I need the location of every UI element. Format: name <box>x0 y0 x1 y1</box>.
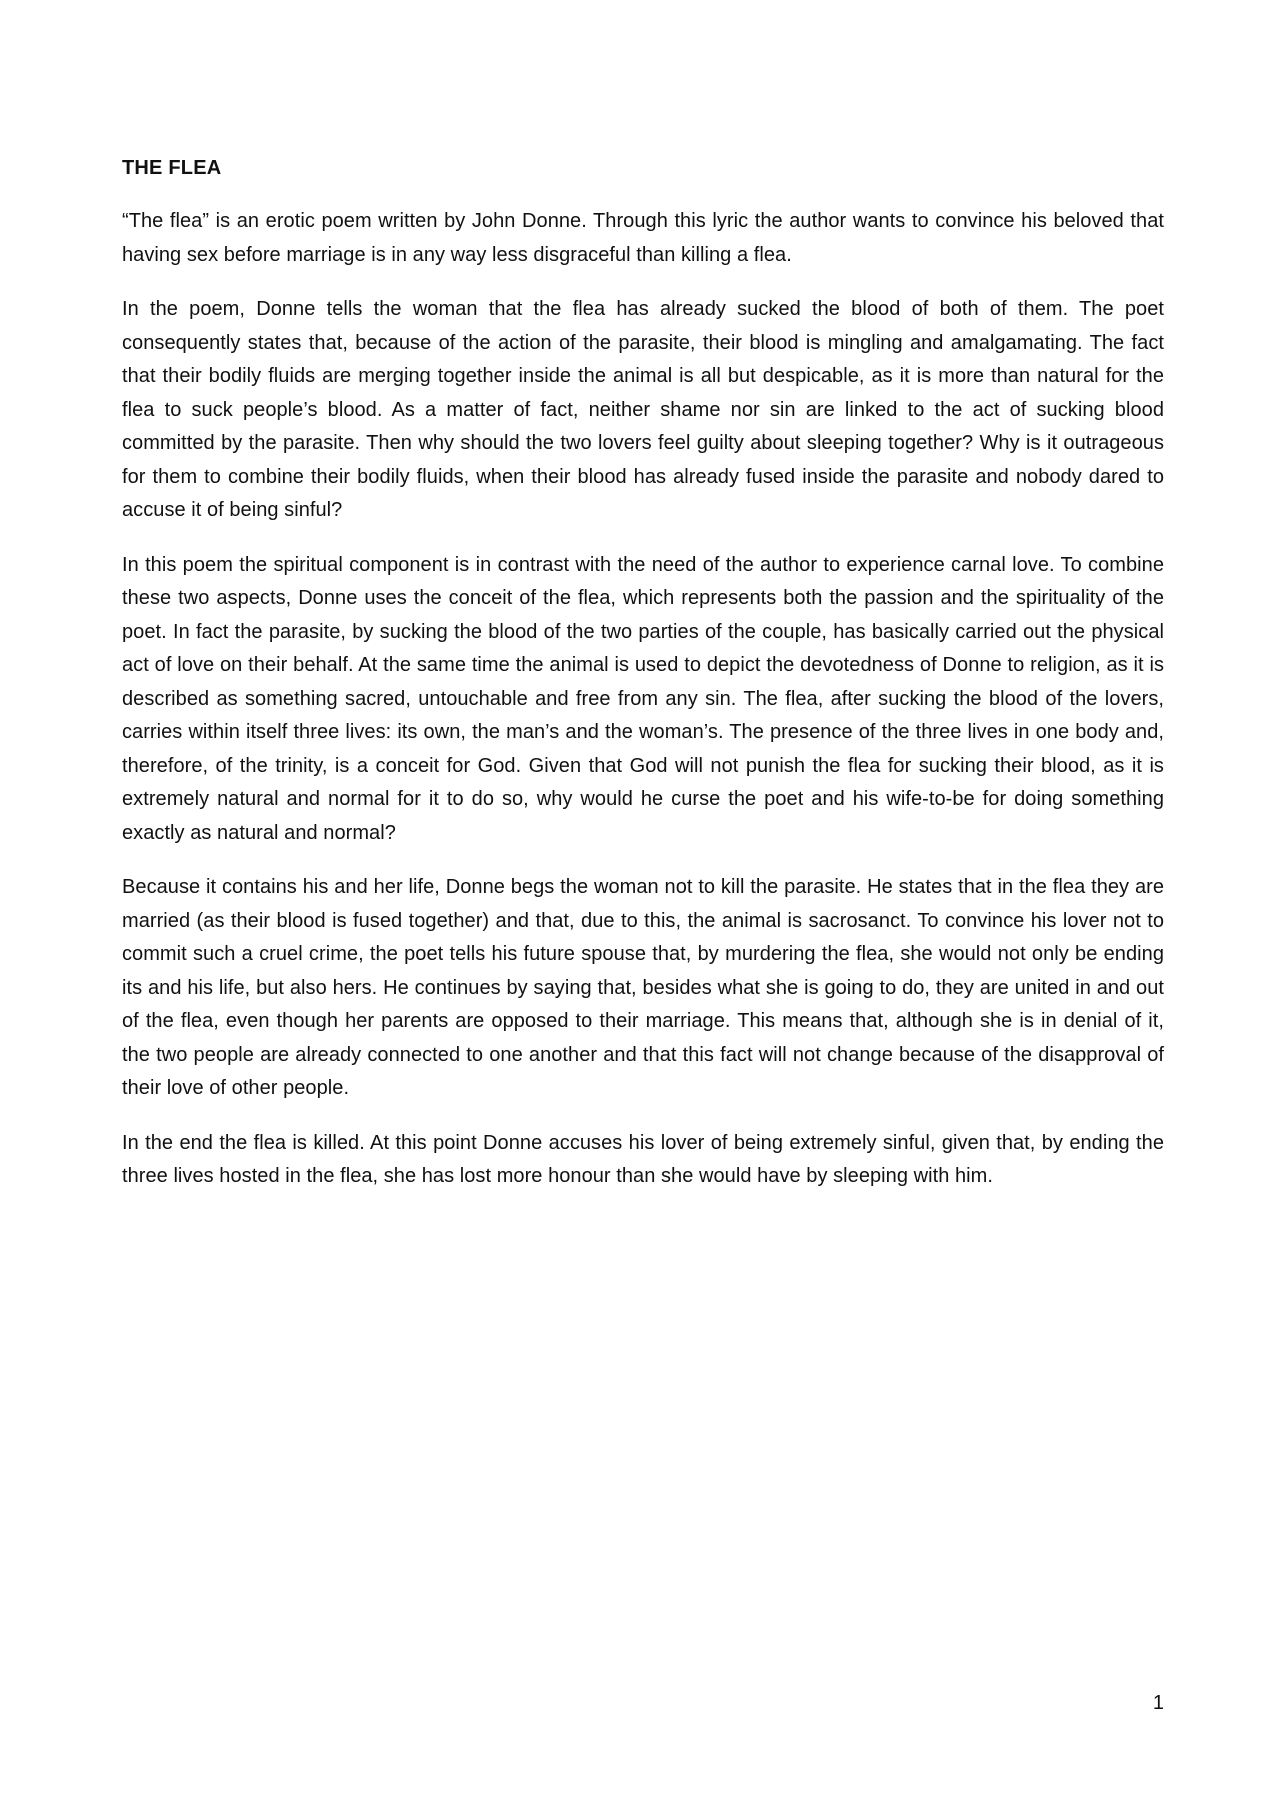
paragraph-5: In the end the flea is killed. At this point Donne accuses his lover of being extremely sinful, given that, by ending the three lives hosted in the flea, she has lost more honour than she would have by sleeping with him. <box>122 1131 1164 1187</box>
paragraph-3: In this poem the spiritual component is in contrast with the need of the author to experience carnal love. To combine these two aspects, Donne uses the conceit of the flea, which represents both the passion and the spirituality of the poet. In fact the parasite, by sucking the blood of the two parties of the couple, has basically carried out the physical act of love on their behalf. At the same time the animal is used to depict the devotedness of Donne to religion, as it is described as something sacred, untouchable and free from any sin. The flea, after sucking the blood of the lovers, carries within itself three lives: its own, the man’s and the woman’s. The presence of the three lives in one body and, therefore, of the trinity, is a conceit for God. Given that God will not punish the flea for sucking their blood, as it is extremely natural and normal for it to do so, why would he curse the poet and his wife-to-be for doing something exactly as natural and normal? <box>122 553 1164 844</box>
page-number: 1 <box>1152 1692 1164 1714</box>
document-body <box>122 152 1164 1215</box>
document-title: THE FLEA <box>122 157 222 179</box>
paragraph-1: “The flea” is an erotic poem written by John Donne. Through this lyric the author wants to convince his beloved that having sex before marriage is in any way less disgraceful than killing a flea. <box>122 210 1164 266</box>
paragraph-4: Because it contains his and her life, Donne begs the woman not to kill the parasite. He states that in the flea they are married (as their blood is fused together) and that, due to this, the animal is sacrosanct. To convince his lover not to commit such a cruel crime, the poet tells his future spouse that, by murdering the flea, she would not only be ending its and his life, but also hers. He continues by saying that, besides what she is going to do, they are united in and out of the flea, even though her parents are opposed to their marriage. This means that, although she is in denial of it, the two people are already connected to one another and that this fact will not change because of the disapproval of their love of other people. <box>122 876 1164 1099</box>
paragraph-2: In the poem, Donne tells the woman that the flea has already sucked the blood of both of them. The poet consequently states that, because of the action of the parasite, their blood is mingling and amalgamating. The fact that their bodily fluids are merging together inside the animal is all but despicable, as it is more than natural for the flea to suck people’s blood. As a matter of fact, neither shame nor sin are linked to the act of sucking blood committed by the parasite. Then why should the two lovers feel guilty about sleeping together? Why is it outrageous for them to combine their bodily fluids, when their blood has already fused inside the parasite and nobody dared to accuse it of being sinful? <box>122 298 1164 521</box>
